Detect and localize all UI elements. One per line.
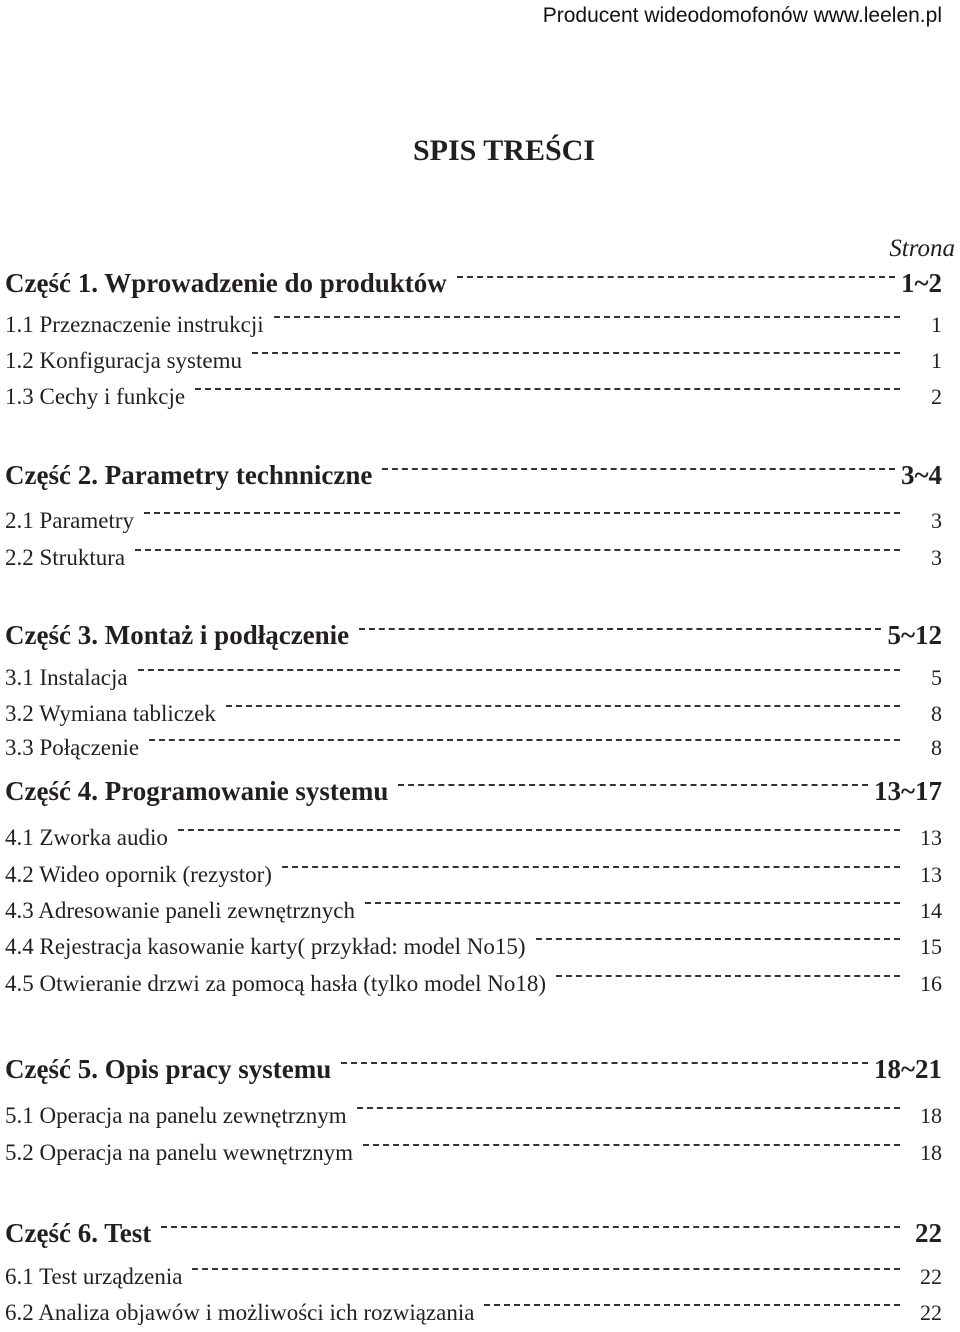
toc-label: 1.1 Przeznaczenie instrukcji [5,312,264,337]
toc-item-1-1 [5,312,942,338]
toc-page: 16 [920,971,942,996]
toc-page: 22 [920,1264,942,1289]
toc-item-4-2 [5,862,942,888]
toc-page: 13~17 [873,776,942,806]
toc-item-3-3 [5,735,942,761]
toc-label: 4.1 Zworka audio [5,825,168,850]
dotted-leader [252,352,900,354]
page-column-label: Strona [889,235,955,262]
toc-page: 14 [920,898,942,923]
toc-label: 5.1 Operacja na panelu zewnętrznym [5,1103,347,1128]
toc-item-5-2 [5,1140,942,1166]
dotted-leader [144,512,900,514]
toc-item-6-2 [5,1300,942,1326]
toc-page: 5~12 [887,620,942,650]
toc-item-4-5 [5,971,942,997]
dotted-leader [149,739,900,741]
toc-item-4-4 [5,934,942,960]
toc-page: 13 [920,862,942,887]
toc-label: 2.1 Parametry [5,508,135,533]
page-header: Producent wideodomofonów www.leelen.pl [542,4,942,27]
toc-label: 3.3 Połączenie [5,735,140,760]
toc-label: 6.2 Analiza objawów i możliwości ich rozwiązania [5,1300,475,1325]
toc-item-1-3 [5,384,942,410]
toc-label: Część 5. Opis pracy systemu [5,1054,332,1084]
toc-page: 18 [920,1140,942,1165]
dotted-leader [178,829,900,831]
toc-label: 5.2 Operacja na panelu wewnętrznym [5,1140,354,1165]
toc-item-5-1 [5,1103,942,1129]
dotted-leader [161,1226,900,1228]
toc-label: 1.2 Konfiguracja systemu [5,348,242,373]
dotted-leader [357,1107,900,1109]
dotted-leader [457,276,895,278]
toc-page: 2 [931,384,942,409]
toc-item-4-3 [5,898,942,924]
toc-label: 4.4 Rejestracja kasowanie karty( przykład: model No15) [5,934,526,959]
toc-label: Część 1. Wprowadzenie do produktów [5,268,447,298]
toc-part-3 [5,620,942,651]
toc-label: 4.2 Wideo opornik (rezystor) [5,862,272,887]
toc-label: 3.2 Wymiana tabliczek [5,701,216,726]
dotted-leader [484,1304,900,1306]
dotted-leader [365,902,900,904]
dotted-leader [226,705,900,707]
toc-item-2-1 [5,508,942,534]
toc-part-2 [5,460,942,491]
dotted-leader [138,669,900,671]
toc-item-1-2 [5,348,942,374]
toc-label: 3.1 Instalacja [5,665,128,690]
toc-label: 6.1 Test urządzenia [5,1264,183,1289]
dotted-leader [359,628,881,630]
dotted-leader [135,549,900,551]
toc-page: 18~21 [873,1054,942,1084]
toc-item-4-1 [5,825,942,851]
toc-page: 13 [920,825,942,850]
toc-page: 3 [931,508,942,533]
toc-page: 5 [931,665,942,690]
dotted-leader [341,1062,868,1064]
dotted-leader [274,316,900,318]
toc-label: 2.2 Struktura [5,545,126,570]
toc-page: 8 [931,735,942,760]
toc-page: 1~2 [900,268,942,298]
toc-page: 1 [931,312,942,337]
toc-page: 8 [931,701,942,726]
toc-part-4 [5,776,942,807]
toc-part-6 [5,1218,942,1249]
toc-label: Część 6. Test [5,1218,152,1248]
dotted-leader [536,938,900,940]
toc-part-5 [5,1054,942,1085]
toc-label: Część 2. Parametry technniczne [5,460,373,490]
toc-page: 3~4 [900,460,942,490]
toc-page: 18 [920,1103,942,1128]
toc-page: 1 [931,348,942,373]
dotted-leader [382,468,895,470]
toc-label: 4.3 Adresowanie paneli zewnętrznych [5,898,355,923]
toc-label: 4.5 Otwieranie drzwi za pomocą hasła (tylko model No18) [5,971,546,996]
page-title: SPIS TREŚCI [412,134,596,167]
toc-label: Część 3. Montaż i podłączenie [5,620,350,650]
toc-item-6-1 [5,1264,942,1290]
toc-page: 15 [920,934,942,959]
dotted-leader [398,784,868,786]
toc-part-1 [5,268,942,299]
toc-item-3-2 [5,701,942,727]
dotted-leader [363,1144,900,1146]
dotted-leader [556,975,900,977]
dotted-leader [192,1268,900,1270]
toc-label: Część 4. Programowanie systemu [5,776,389,806]
dotted-leader [195,388,900,390]
toc-page: 22 [915,1218,942,1248]
toc-item-3-1 [5,665,942,691]
toc-item-2-2 [5,545,942,571]
toc-page: 3 [931,545,942,570]
toc-page: 22 [920,1300,942,1325]
toc-label: 1.3 Cechy i funkcje [5,384,186,409]
dotted-leader [282,866,900,868]
